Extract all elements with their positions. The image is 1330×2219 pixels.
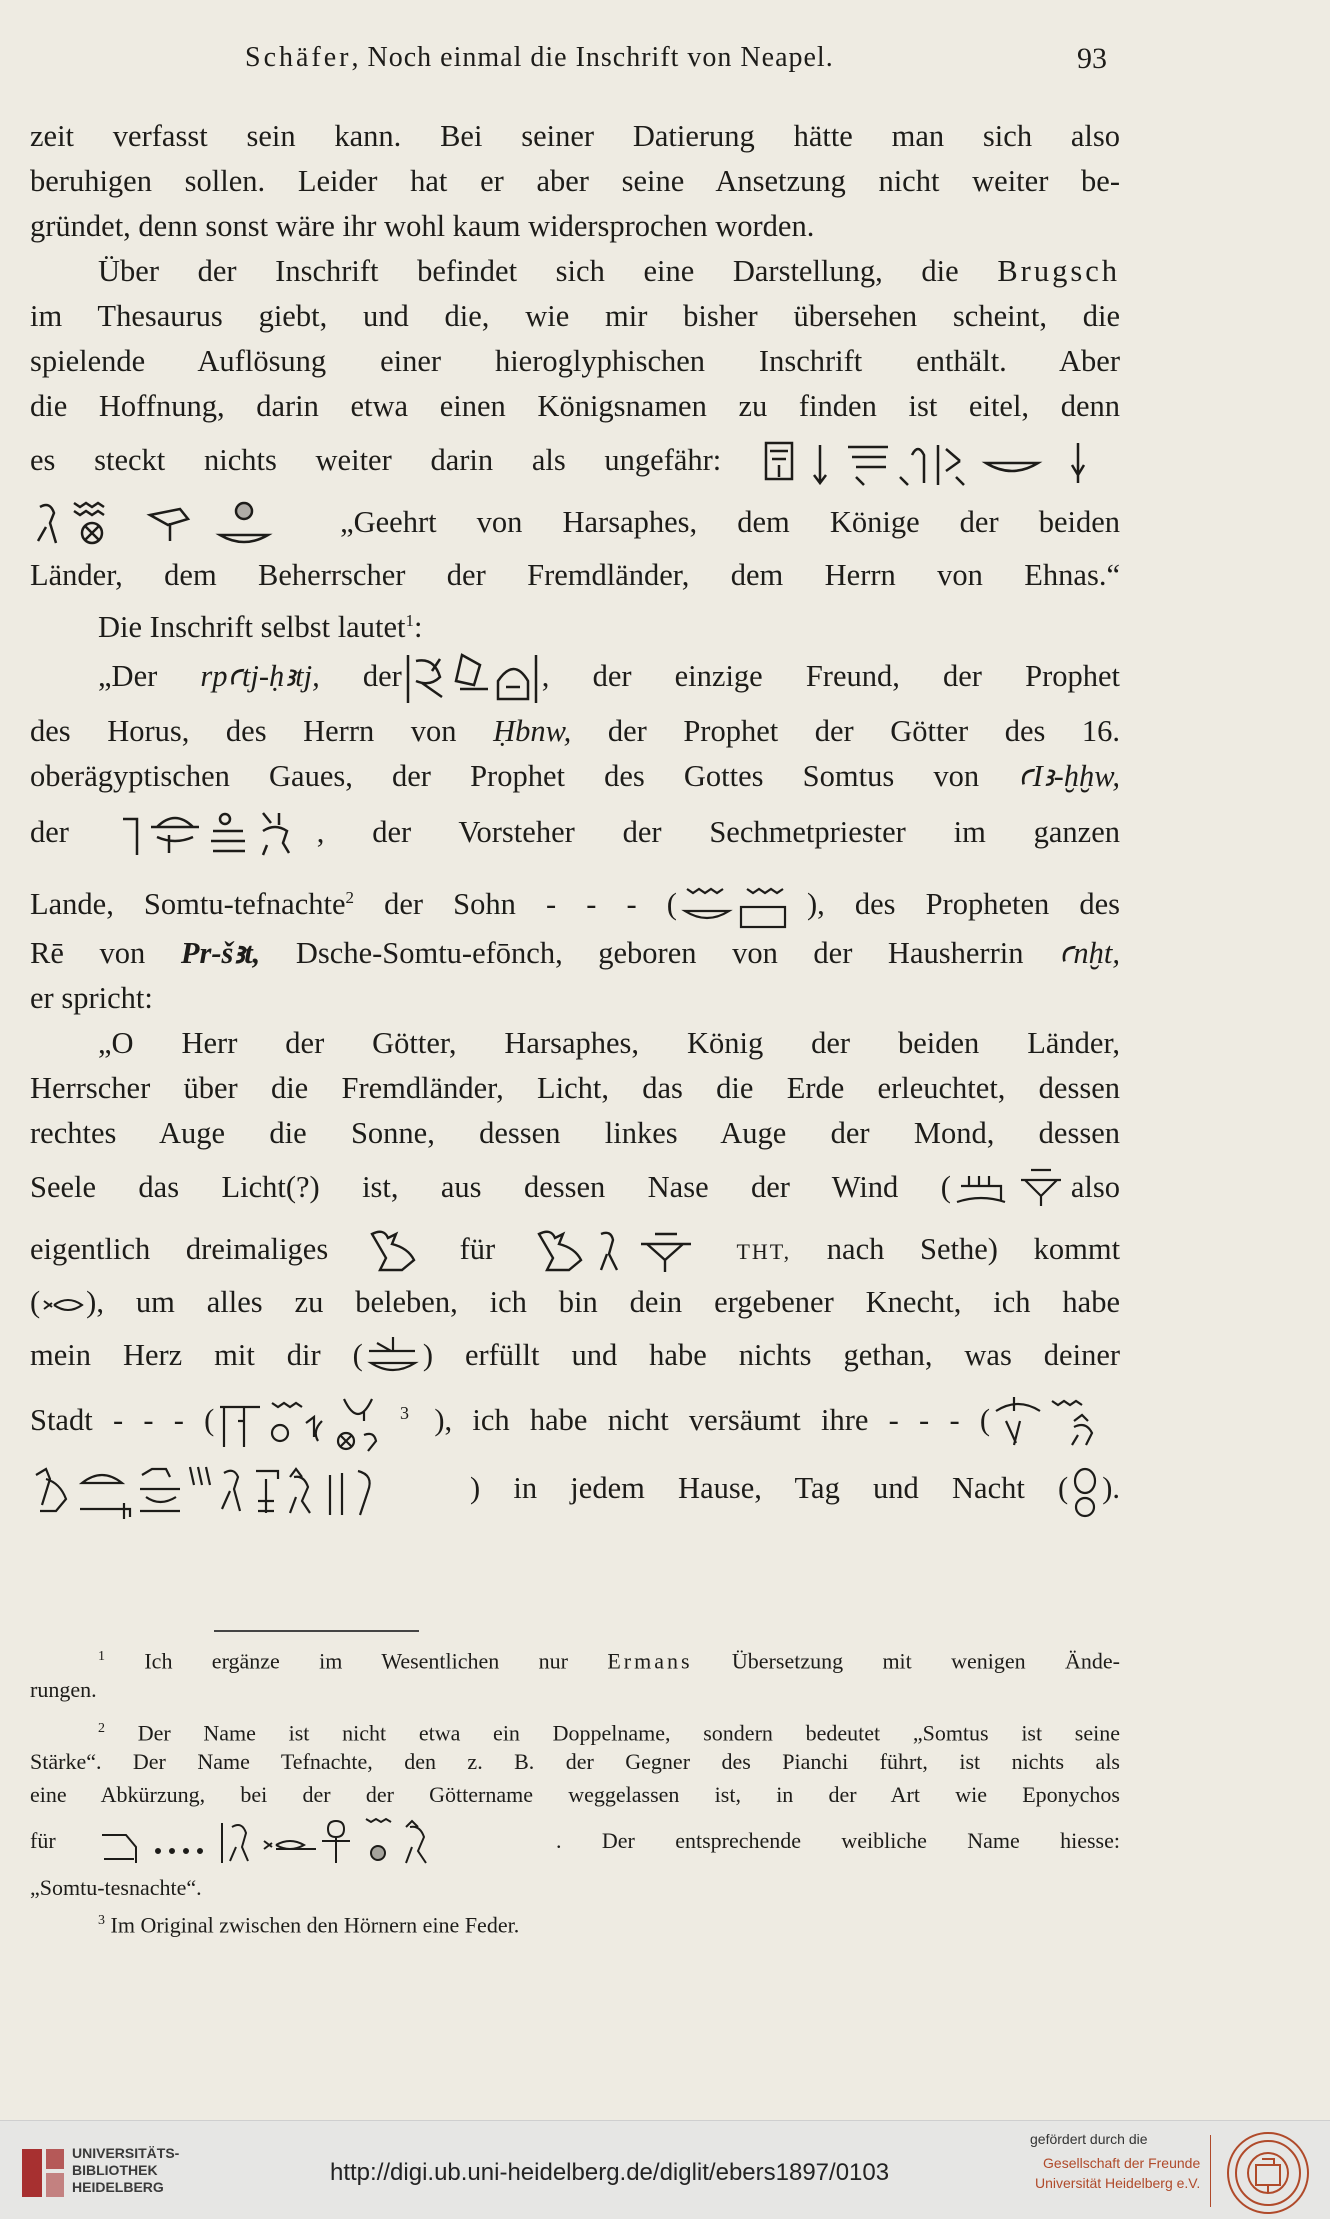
text-line: „Geehrt von Harsaphes, dem Könige der beiden [30,491,1120,553]
header-title [245,42,834,74]
running-header [0,42,1330,82]
text-line: eigentlich dreimaliges für THT, nach Sethe) kommt [30,1218,1120,1280]
svg-text:3: 3 [400,1403,410,1423]
text-line: er spricht: [30,981,153,1015]
hieroglyph-group-icon [990,1391,1120,1455]
footnote-line: $^2$ Der Name ist nicht etwa ein Doppelname, sondern bedeutet „Somtus ist seine [98,1720,1121,1746]
hieroglyph-group-icon [30,1461,470,1521]
text-line: es steckt nichts weiter darin als ungefähr: [30,429,1120,491]
hieroglyph-icon [364,1224,424,1280]
text-line: Herrscher über die Fremdländer, Licht, das die Erde erleuchtet, dessen [30,1071,1120,1105]
library-name: UNIVERSITÄTS- BIBLIOTHEK HEIDELBERG [72,2145,180,2195]
text-line: spielende Auflösung einer hieroglyphischen Inschrift enthält. Aber [30,344,1120,378]
text-line: Rē von Pr-šꜣt, Dsche-Somtu-efōnch, geboren von der Hausherrin ꜥnḫt, [30,936,1121,970]
footnote-line: „Somtu-tesnachte“. [30,1875,202,1900]
footnote-line: $^1$ Ich ergänze im Wesentlichen nur Ermans Übersetzung mit wenigen Ände- [98,1648,1121,1674]
text-line: ) in jedem Hause, Tag und Nacht ( ). [30,1455,1120,1521]
footnote-divider [214,1630,419,1632]
header-title-text: , Noch einmal die Inschrift von Neapel. [351,42,834,73]
header-author: Schäfer [245,42,352,73]
text-line: rechtes Auge die Sonne, dessen linkes Auge der Mond, dessen [30,1116,1120,1150]
hieroglyph-group-icon [760,435,1120,491]
sponsor-note: gefördert durch die [1030,2131,1148,2147]
text-line: die Hoffnung, darin etwa einen Königsnamen zu finden ist eitel, denn [30,389,1120,423]
main-text [30,114,1120,1521]
footnotes [30,1640,1120,1937]
hieroglyph-icon [1068,1463,1102,1519]
footer-bar [0,2120,1330,2219]
hieroglyph-group-icon [951,1162,1071,1218]
hieroglyph-group-icon [117,807,317,863]
hieroglyph-group-icon [30,497,300,553]
library-logo-icon [18,2145,68,2201]
footnote-line: Stärke“. Der Name Tefnachte, den z. B. der Gegner des Pianchi führt, ist nichts als [30,1749,1120,1774]
society-name: Gesellschaft der Freunde Universität Heidelberg e.V. [1035,2155,1201,2191]
hieroglyph-group-icon [96,1815,556,1871]
divider [1210,2135,1211,2207]
text-line: Stadt - - - ( 3 ), ich habe nicht versäumt ihre - - - ( [30,1385,1120,1455]
text-line: Über der Inschrift befindet sich eine Darstellung, die Brugsch [98,254,1120,288]
hieroglyph-group-icon [214,1391,434,1455]
page-number: 93 [1077,42,1107,75]
text-line: im Thesaurus giebt, und die, wie mir bisher übersehen scheint, die [30,299,1120,333]
text-line: „O Herr der Götter, Harsaphes, König der beiden Länder, [98,1026,1120,1060]
footnote-line: eine Abkürzung, bei der der Göttername weggelassen ist, in der Art wie Eponychos [30,1782,1120,1807]
text-line: Die Inschrift selbst lautet$^1$: [98,610,423,645]
text-line: beruhigen sollen. Leider hat er aber seine Ansetzung nicht weiter be- [30,164,1120,198]
document-url-link[interactable]: http://digi.ub.uni-heidelberg.de/diglit/ebers1897/0103 [330,2159,890,2186]
hieroglyph-group-icon [677,879,807,935]
text-line: Länder, dem Beherrscher der Fremdländer, dem Herrn von Ehnas.“ [30,558,1120,592]
text-line: mein Herz mit dir ( ) erfüllt und habe nichts gethan, was deiner [30,1325,1120,1385]
footnote-line: $^3$ Im Original zwischen den Hörnern eine Feder. [98,1912,520,1938]
university-seal-icon [1226,2131,1310,2215]
text-line: „Der rpꜥtj-ḥꜣtj, der , der einzige Freund, der Prophet [30,643,1120,709]
footnote-ref: 1 [405,611,414,630]
text-line: gründet, denn sonst wäre ihr wohl kaum widersprochen worden. [30,209,815,243]
hieroglyph-group-icon [531,1224,701,1280]
text-line: Lande, Somtu-tefnachte$^2$ der Sohn - - - ( ), des Propheten des [30,865,1120,931]
text-line: oberägyptischen Gaues, der Prophet des Gottes Somtus von ꜥIꜣ-ḫḫw, [30,759,1120,793]
hieroglyph-group-icon [402,651,542,707]
name-brugsch: Brugsch [997,254,1120,288]
hieroglyph-icon [363,1333,423,1383]
text-line: zeit verfasst sein kann. Bei seiner Datierung hätte man sich also [30,119,1120,153]
text-line: Seele das Licht(?) ist, aus dessen Nase der Wind ( also [30,1156,1120,1218]
text-line: des Horus, des Herrn von Ḥbnw, der Prophet der Götter des 16. [30,714,1121,748]
footnote-ref: 2 [345,888,355,907]
hieroglyph-icon [40,1285,86,1325]
text-line: der , der Vorsteher der Sechmetpriester im ganzen [30,799,1120,865]
text-line: ( ), um alles zu beleben, ich bin dein ergebener Knecht, ich habe [30,1280,1120,1325]
footnote-line: für . Der entsprechende weibliche Name hiesse: [30,1811,1120,1871]
footnote-line: rungen. [30,1677,97,1702]
